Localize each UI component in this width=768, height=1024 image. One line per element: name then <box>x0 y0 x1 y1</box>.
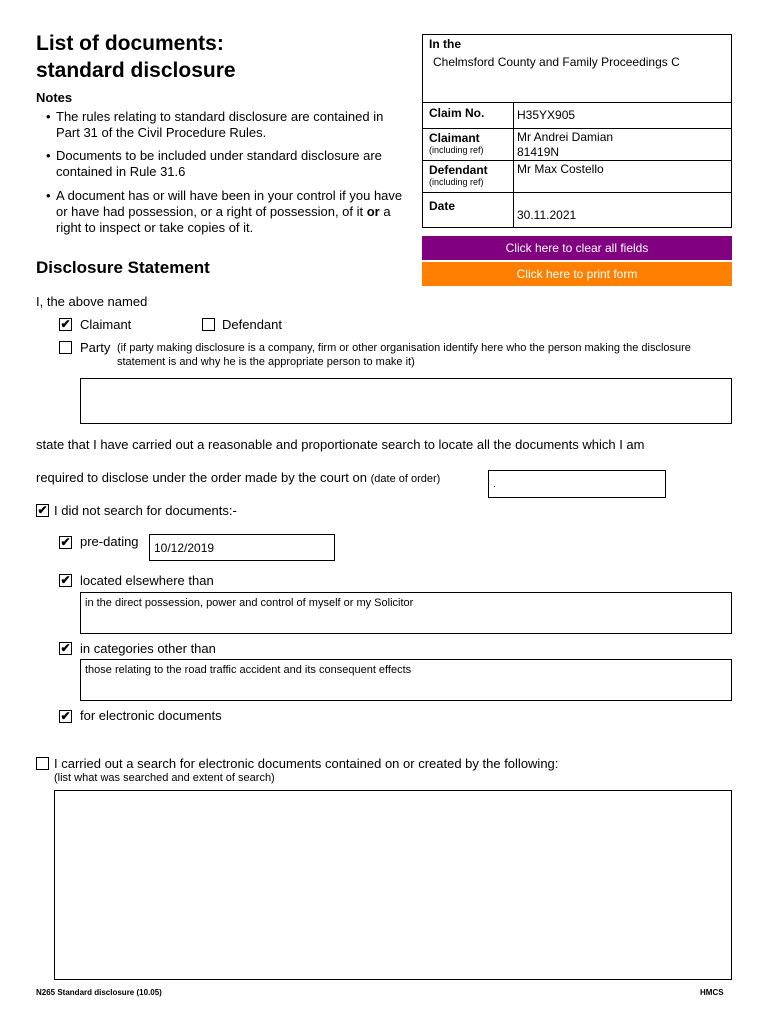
categories-field[interactable]: those relating to the road traffic accident and its consequent effects <box>80 659 732 701</box>
court-name[interactable]: Chelmsford County and Family Proceedings C <box>433 55 680 69</box>
predating-date-field[interactable]: 10/12/2019 <box>149 534 335 561</box>
required-line-text: required to disclose under the order made by the court on (date of order) <box>36 470 441 485</box>
party-checkbox-label: Party <box>80 340 111 355</box>
date-field[interactable]: 30.11.2021 <box>517 208 577 222</box>
date-of-order-field[interactable]: . <box>488 470 666 498</box>
categories-label: in categories other than <box>80 641 216 656</box>
in-the-label: In the <box>429 37 461 51</box>
hmcs-label: HMCS <box>700 988 724 997</box>
claimant-label: Claimant (including ref) <box>429 131 484 155</box>
electronic-checkbox[interactable]: ✔ <box>60 709 71 723</box>
predating-label: pre-dating <box>80 534 139 549</box>
party-checkbox[interactable] <box>59 341 72 354</box>
print-form-button[interactable]: Click here to print form <box>422 262 732 286</box>
carried-out-search-hint: (list what was searched and extent of search) <box>54 772 275 784</box>
claim-no-field[interactable]: H35YX905 <box>517 108 576 122</box>
party-details-field[interactable] <box>80 378 732 424</box>
note-item: • A document has or will have been in your control if you have or have had possession, or a right of possession, of it or a right to inspect or take copies of it. <box>46 188 403 235</box>
did-not-search-label: I did not search for documents:- <box>54 503 237 518</box>
claimant-checkbox-label: Claimant <box>80 317 132 332</box>
electronic-label: for electronic documents <box>80 708 222 723</box>
clear-fields-button[interactable]: Click here to clear all fields <box>422 236 732 260</box>
elsewhere-checkbox[interactable]: ✔ <box>60 573 71 587</box>
carried-out-search-checkbox[interactable] <box>36 757 49 770</box>
defendant-field[interactable]: Mr Max Costello <box>517 162 604 176</box>
state-line-text: state that I have carried out a reasonable and proportionate search to locate all the documents which I am <box>36 437 645 452</box>
defendant-checkbox-label: Defendant <box>222 317 282 332</box>
disclosure-statement-heading: Disclosure Statement <box>36 258 210 277</box>
form-code: N265 Standard disclosure (10.05) <box>36 988 162 997</box>
note-item: • The rules relating to standard disclosure are contained in Part 31 of the Civil Procedure Rules. <box>46 109 384 140</box>
claim-no-label: Claim No. <box>429 106 485 120</box>
date-label: Date <box>429 199 456 213</box>
elsewhere-field[interactable]: in the direct possession, power and control of myself or my Solicitor <box>80 592 732 634</box>
claimant-field[interactable]: Mr Andrei Damian 81419N <box>517 130 614 159</box>
note-item: • Documents to be included under standard disclosure are contained in Rule 31.6 <box>46 148 382 179</box>
defendant-checkbox[interactable] <box>202 318 215 331</box>
categories-checkbox[interactable]: ✔ <box>60 641 71 655</box>
above-named-text: I, the above named <box>36 294 148 309</box>
defendant-label: Defendant (including ref) <box>429 163 488 187</box>
predating-checkbox[interactable]: ✔ <box>60 535 71 549</box>
page-title: List of documents: standard disclosure <box>36 32 236 82</box>
carried-out-search-label: I carried out a search for electronic documents contained on or created by the following: <box>54 756 559 771</box>
elsewhere-label: located elsewhere than <box>80 573 214 588</box>
search-details-field[interactable] <box>54 790 732 980</box>
claimant-checkbox[interactable]: ✔ <box>60 317 71 331</box>
case-info-table <box>422 34 732 228</box>
did-not-search-checkbox[interactable]: ✔ <box>37 503 48 517</box>
party-note: (if party making disclosure is a company, firm or other organisation identify here who the person making the disclosure statement is and why he is the appropriate person to make it) <box>117 342 691 368</box>
notes-heading: Notes <box>36 90 73 105</box>
